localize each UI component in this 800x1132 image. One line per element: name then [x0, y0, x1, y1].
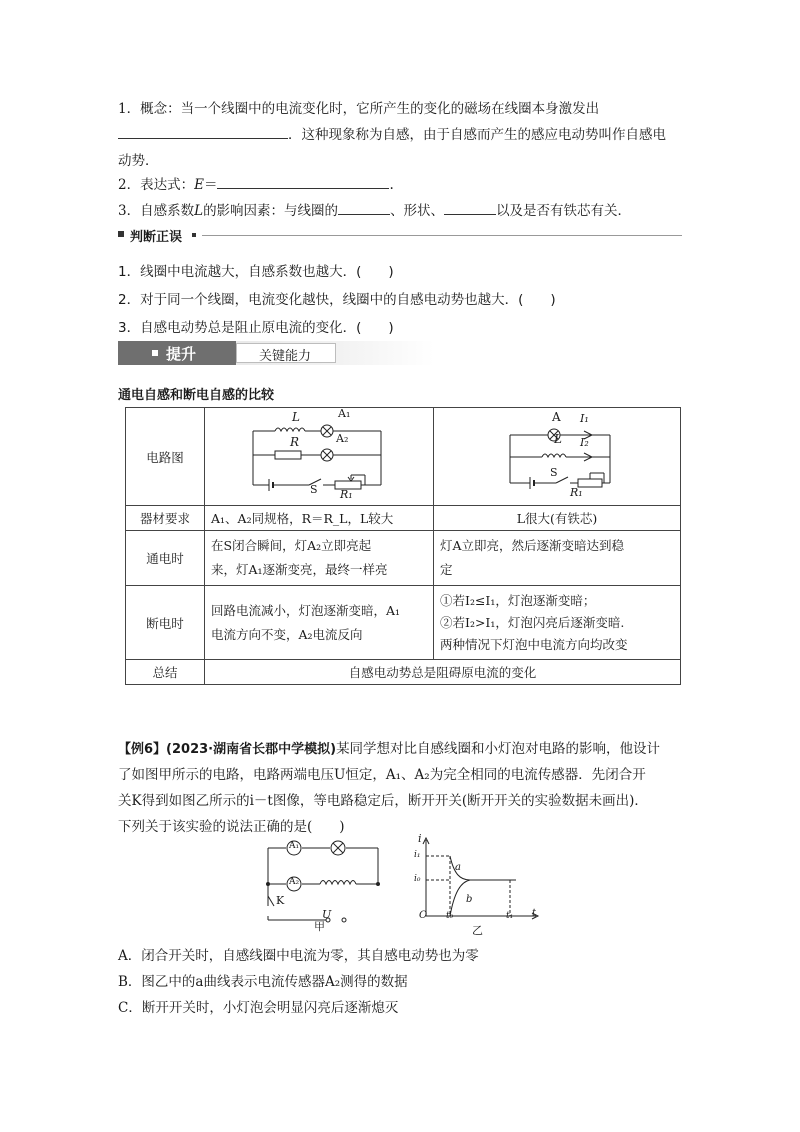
table-cell — [434, 531, 681, 586]
cell-line: 定 — [440, 562, 453, 577]
table-cell: L很大(有铁芯) — [434, 506, 681, 531]
option-b[interactable]: B．图乙中的a曲线表示电流传感器A₂测得的数据 — [118, 974, 408, 990]
row-header: 器材要求 — [126, 506, 205, 531]
table-row — [126, 506, 681, 531]
concept-item-1-line-3: 动势． — [118, 153, 159, 169]
caption-yi: 乙 — [472, 924, 483, 937]
option-a[interactable]: A．闭合开关时，自感线圈中电流为零，其自感电动势也为零 — [118, 948, 479, 964]
answer-blank[interactable] — [118, 124, 288, 139]
circuit-left-cell — [205, 408, 434, 506]
label-L: L — [292, 410, 300, 424]
label-A2: A₂ — [336, 432, 349, 445]
section-banner — [118, 341, 434, 365]
label-I1: I₁ — [580, 412, 589, 425]
compare-title: 通电自感和断电自感的比较 — [118, 388, 275, 403]
table-cell: 自感电动势总是阻碍原电流的变化 — [205, 660, 681, 685]
label-A2-fig: A₂ — [289, 877, 300, 887]
cell-line: ②若I₂>I₁，灯泡闪亮后逐渐变暗. — [440, 614, 625, 630]
small-dot-icon — [192, 233, 196, 237]
divider — [202, 235, 682, 236]
label-i: i — [418, 832, 422, 845]
label-t0: t₀ — [446, 911, 454, 921]
square-bullet-icon — [118, 231, 124, 237]
table-cell: A₁、A₂同规格，R＝R_L，L较大 — [205, 506, 434, 531]
banner-label: 提升 — [166, 345, 197, 363]
row-header: 断电时 — [126, 586, 205, 660]
label-S-right: S — [550, 466, 558, 479]
answer-blank[interactable] — [338, 200, 390, 215]
cell-line: 灯A立即亮，然后逐渐变暗达到稳 — [440, 538, 625, 553]
row-header: 通电时 — [126, 531, 205, 586]
label-t1: t₁ — [506, 911, 514, 921]
row-header: 电路图 — [126, 408, 205, 506]
cell-line: 在S闭合瞬间，灯A₂立即亮起 — [211, 538, 372, 553]
label-L-right: L — [554, 432, 562, 446]
label-a: a — [455, 862, 461, 873]
label-R: R — [290, 435, 300, 449]
label-b: b — [466, 894, 473, 905]
label-A: A — [552, 410, 561, 424]
label-R1-right: R₁ — [570, 486, 583, 499]
concept-item-2: 2．表达式：E＝ . — [118, 173, 394, 193]
concept-item-1-line-1: 1．概念：当一个线圈中的电流变化时，它所产生的变化的磁场在线圈本身激发出 — [118, 101, 600, 117]
cell-line: ①若I₂≤I₁，灯泡逐渐变暗； — [440, 592, 596, 608]
label-R1: R₁ — [340, 488, 353, 501]
label-A1-fig: A₁ — [289, 841, 300, 851]
label-i0: i₀ — [414, 874, 421, 884]
example-line-4: 下列关于该实验的说法正确的是( ) — [118, 819, 345, 835]
concept-item-3: 3．自感系数L的影响因素：与线圈的 、形状、 以及是否有铁芯有关． — [118, 199, 631, 219]
label-i1: i₁ — [414, 850, 421, 860]
concept-item-1-text: ．这种现象称为自感，由于自感而产生的感应电动势叫作自感电 — [288, 127, 666, 143]
label-t: t — [532, 908, 537, 919]
example-source: (2023·湖南省长郡中学模拟) — [166, 742, 337, 757]
judge-title: 判断正误 — [130, 230, 183, 245]
figure-yi-graph — [412, 834, 542, 924]
example-tag: 【例6】 — [118, 742, 167, 757]
table-row — [126, 531, 681, 586]
table-row — [126, 660, 681, 685]
cell-line: 两种情况下灯泡中电流方向均改变 — [440, 636, 628, 652]
label-A1: A₁ — [338, 407, 351, 420]
example-line-1: 【例6】(2023·湖南省长郡中学模拟)某同学想对比自感线圈和小灯泡对电路的影响，他设计 — [118, 741, 661, 757]
cell-line: 回路电流减小，灯泡逐渐变暗，A₁ — [211, 602, 401, 618]
cell-line: 电流方向不变，A₂电流反向 — [211, 626, 363, 642]
square-bullet-icon — [152, 350, 158, 356]
label-I2: I₂ — [580, 436, 589, 449]
example-line-3: 关K得到如图乙所示的i－t图像，等电路稳定后，断开开关(断开开关的实验数据未画出)． — [118, 793, 648, 809]
row-header: 总结 — [126, 660, 205, 685]
label-K: K — [276, 894, 285, 907]
concept-item-1-line-2 — [118, 123, 666, 143]
table-cell — [205, 586, 434, 660]
caption-jia: 甲 — [314, 920, 325, 933]
banner-sub-box — [236, 343, 336, 363]
table-row — [126, 408, 681, 506]
answer-blank[interactable] — [217, 174, 389, 189]
option-c[interactable]: C．断开开关时，小灯泡会明显闪亮后逐渐熄灭 — [118, 1000, 399, 1016]
comparison-table — [125, 407, 681, 685]
answer-blank[interactable] — [444, 200, 496, 215]
judge-item-2: 2．对于同一个线圈，电流变化越快，线圈中的自感电动势也越大．( ) — [118, 292, 556, 308]
judge-header — [118, 226, 682, 244]
label-U: U — [322, 908, 332, 921]
circuit-left-diagram — [205, 409, 433, 505]
table-cell — [205, 531, 434, 586]
banner-sub: 关键能力 — [259, 349, 312, 364]
cell-line: 来，灯A₁逐渐变亮，最终一样亮 — [211, 562, 388, 577]
label-S: S — [310, 483, 318, 496]
judge-item-3: 3．自感电动势总是阻止原电流的变化．( ) — [118, 320, 394, 336]
table-cell — [434, 586, 681, 660]
label-O: O — [419, 910, 428, 921]
table-row — [126, 586, 681, 660]
example-line-2: 了如图甲所示的电路，电路两端电压U恒定，A₁、A₂为完全相同的电流传感器．先闭合开 — [118, 767, 646, 783]
judge-item-1: 1．线圈中电流越大，自感系数也越大．( ) — [118, 264, 394, 280]
